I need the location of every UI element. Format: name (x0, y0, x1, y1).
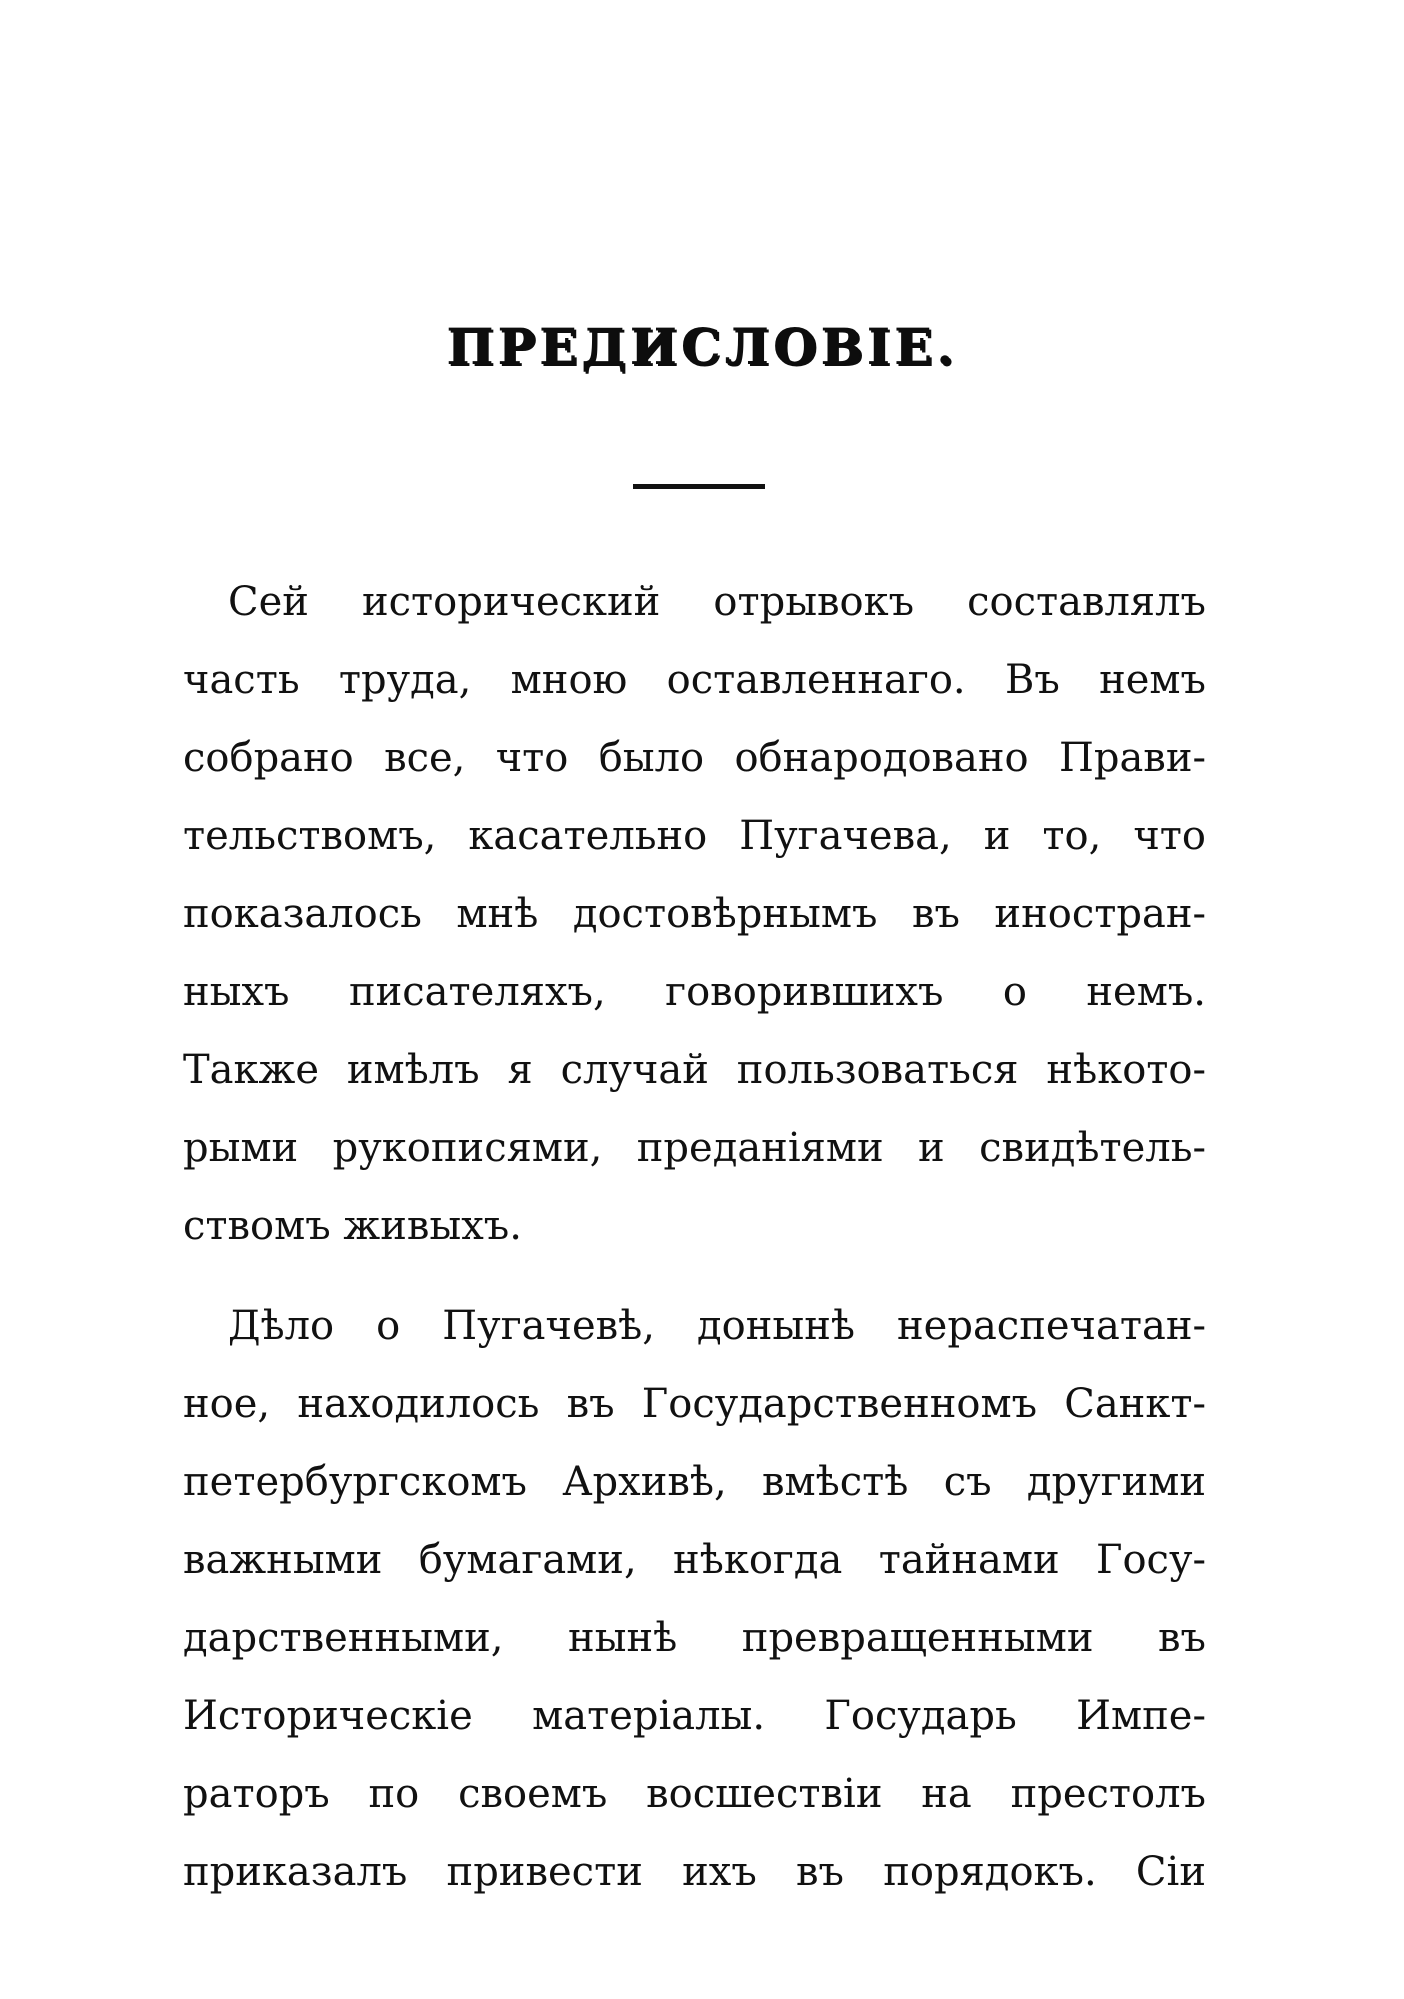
heading-divider (633, 484, 765, 489)
text-line: тельствомъ, касательно Пугачева, и то, что (183, 813, 1206, 859)
text-line: ствомъ живыхъ. (183, 1203, 522, 1249)
text-line: раторъ по своемъ восшествіи на престолъ (183, 1771, 1206, 1817)
text-line: Историческіе матеріалы. Государь Импе- (183, 1693, 1206, 1739)
text-line: часть труда, мною оставленнаго. Въ немъ (183, 657, 1206, 703)
paragraph-2 (183, 1287, 1206, 1911)
text-line: дарственными, нынѣ превращенными въ (183, 1615, 1206, 1661)
chapter-heading: ПРЕДИСЛОВІЕ. (446, 317, 958, 376)
text-line: показалось мнѣ достовѣрнымъ въ иностран- (183, 891, 1206, 937)
text-line: рыми рукописями, преданіями и свидѣтель- (183, 1125, 1206, 1171)
text-line: Сей исторический отрывокъ составлялъ (228, 579, 1206, 625)
text-line: Дѣло о Пугачевѣ, донынѣ нераспечатан- (228, 1303, 1206, 1349)
text-line: важными бумагами, нѣкогда тайнами Госу- (183, 1537, 1206, 1583)
text-line: ныхъ писателяхъ, говорившихъ о немъ. (183, 969, 1206, 1015)
text-line: Также имѣлъ я случай пользоваться нѣкото- (183, 1047, 1206, 1093)
paragraph-1 (183, 563, 1206, 1265)
text-line: петербургскомъ Архивѣ, вмѣстѣ съ другими (183, 1459, 1206, 1505)
text-line: ное, находилось въ Государственномъ Санкт- (183, 1381, 1206, 1427)
text-line: собрано все, что было обнародовано Прави- (183, 735, 1206, 781)
text-line: приказалъ привести ихъ въ порядокъ. Сіи (183, 1849, 1206, 1895)
